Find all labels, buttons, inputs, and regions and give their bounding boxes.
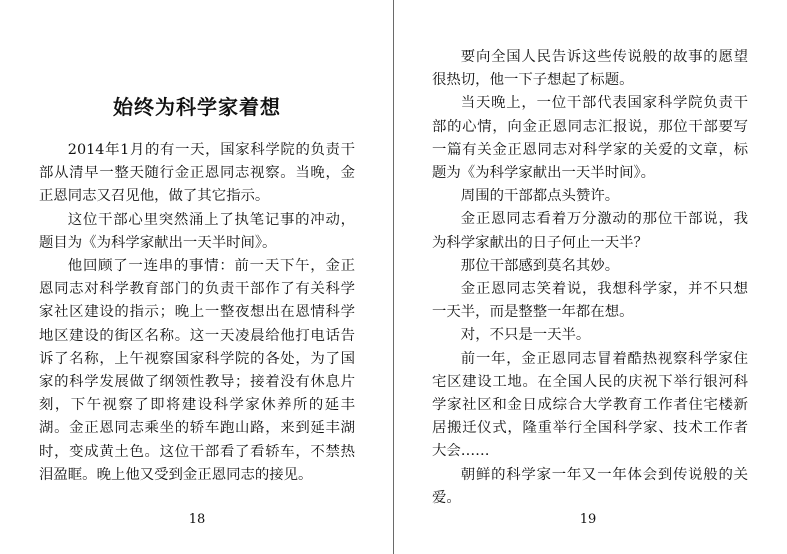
paragraph: 这位干部心里突然涌上了执笔记事的冲动，题目为《为科学家献出一天半时间》。 [39, 211, 355, 251]
paragraph: 前一年，金正恩同志冒着酷热视察科学家住宅区建设工地。在全国人民的庆祝下举行银河科学家社区和金日成综合大学教育工作者住宅楼新居搬迁仪式，隆重举行全国科学家、技术工作者大会…… [432, 350, 748, 460]
paragraph: 当天晚上，一位干部代表国家科学院负责干部的心情，向金正恩同志汇报说，那位干部要写一篇有关金正恩同志对科学家的关爱的文章，标题为《为科学家献出一天半时间》。 [432, 95, 748, 182]
paragraph: 金正恩同志笑着说，我想科学家，并不只想一天半，而是整整一年都在想。 [432, 281, 748, 321]
paragraph: 他回顾了一连串的事情：前一天下午，金正恩同志对科学教育部门的负责干部作了有关科学家社区建设的指示；晚上一整夜想出在恩情科学地区建设的街区名称。这一天凌晨给他打电话告诉了名称，上午视察国家科学院的各处，为了国家的科学发展做了纲领性教导；接着没有休息片刻，下午视察了即将建设科学家休养所的延丰湖。金正恩同志乘坐的轿车跑山路，来到延丰湖时，变成黄土色。这位干部看了看轿车，不禁热泪盈眶。晚上他又受到金正恩同志的接见。 [39, 258, 355, 483]
chapter-title: 始终为科学家着想 [113, 95, 281, 119]
paragraph: 金正恩同志看着万分激动的那位干部说，我为科学家献出的日子何止一天半？ [432, 211, 748, 251]
left-page-body [39, 139, 355, 487]
paragraph: 2014年1月的有一天，国家科学院的负责干部从清早一整天随行金正恩同志视察。当晚，金正恩同志又召见他，做了其它指示。 [39, 142, 355, 205]
paragraph: 那位干部感到莫名其妙。 [460, 257, 620, 274]
paragraph: 朝鲜的科学家一年又一年体会到传说般的关爱。 [432, 466, 748, 506]
right-page-body [432, 46, 748, 510]
paragraph: 对，不只是一天半。 [460, 327, 591, 344]
page-number: 19 [579, 512, 597, 527]
paragraph: 周围的干部都点头赞许。 [460, 188, 620, 205]
right-page [394, 0, 787, 554]
page-number: 18 [188, 512, 206, 527]
paragraph: 要向全国人民告诉这些传说般的故事的愿望很热切，他一下子想起了标题。 [432, 49, 748, 89]
